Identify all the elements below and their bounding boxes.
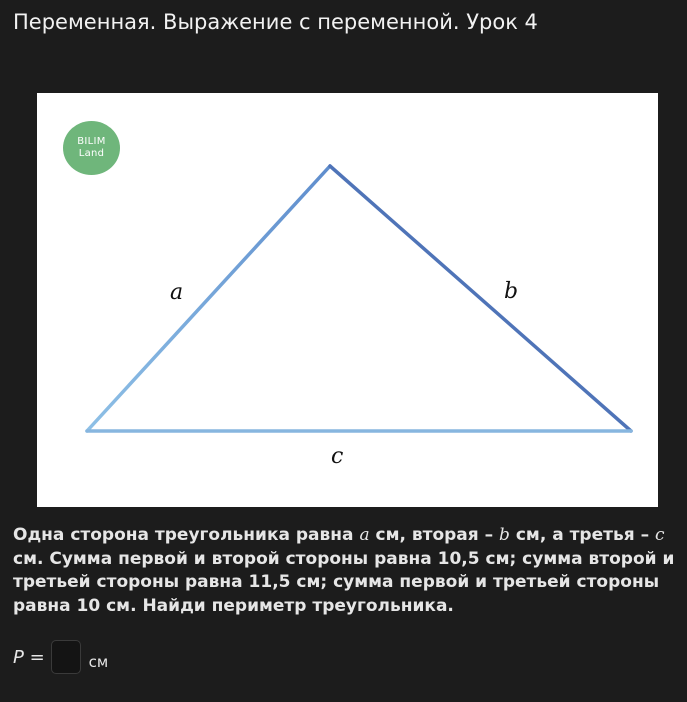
var-a: a: [359, 525, 370, 545]
triangle-figure: [37, 93, 658, 507]
task-text-part4: см. Сумма первой и второй стороны равна 10,5 см; сумма второй и третьей стороны равна 11,5 см; сумма первой и третьей стороны равна 10 см. Найди периметр треугольника.: [13, 548, 675, 616]
perimeter-answer-input[interactable]: [51, 640, 81, 674]
side-a-line: [87, 166, 330, 431]
logo-text-land: Land: [78, 148, 105, 159]
perimeter-label: [13, 647, 45, 668]
triangle-drawing: [37, 93, 658, 507]
task-text: [13, 524, 677, 618]
page-title: Переменная. Выражение с переменной. Урок 4: [13, 10, 538, 34]
side-c-label: c: [331, 444, 344, 469]
var-b: b: [499, 525, 510, 545]
logo-text-bilim: BILIM: [77, 136, 106, 147]
task-text-part2: см, вторая –: [369, 525, 500, 545]
task-text-part3: см, а третья –: [509, 525, 655, 545]
task-text-part1: Одна сторона треугольника равна: [13, 525, 360, 545]
var-c: c: [655, 525, 665, 545]
perimeter-equals: =: [23, 646, 45, 668]
side-a-label: a: [170, 280, 184, 305]
side-b-line: [330, 166, 631, 431]
perimeter-var: P: [13, 646, 24, 668]
answer-unit: см: [88, 653, 109, 671]
side-b-label: b: [504, 279, 519, 304]
answer-row: [13, 638, 108, 676]
